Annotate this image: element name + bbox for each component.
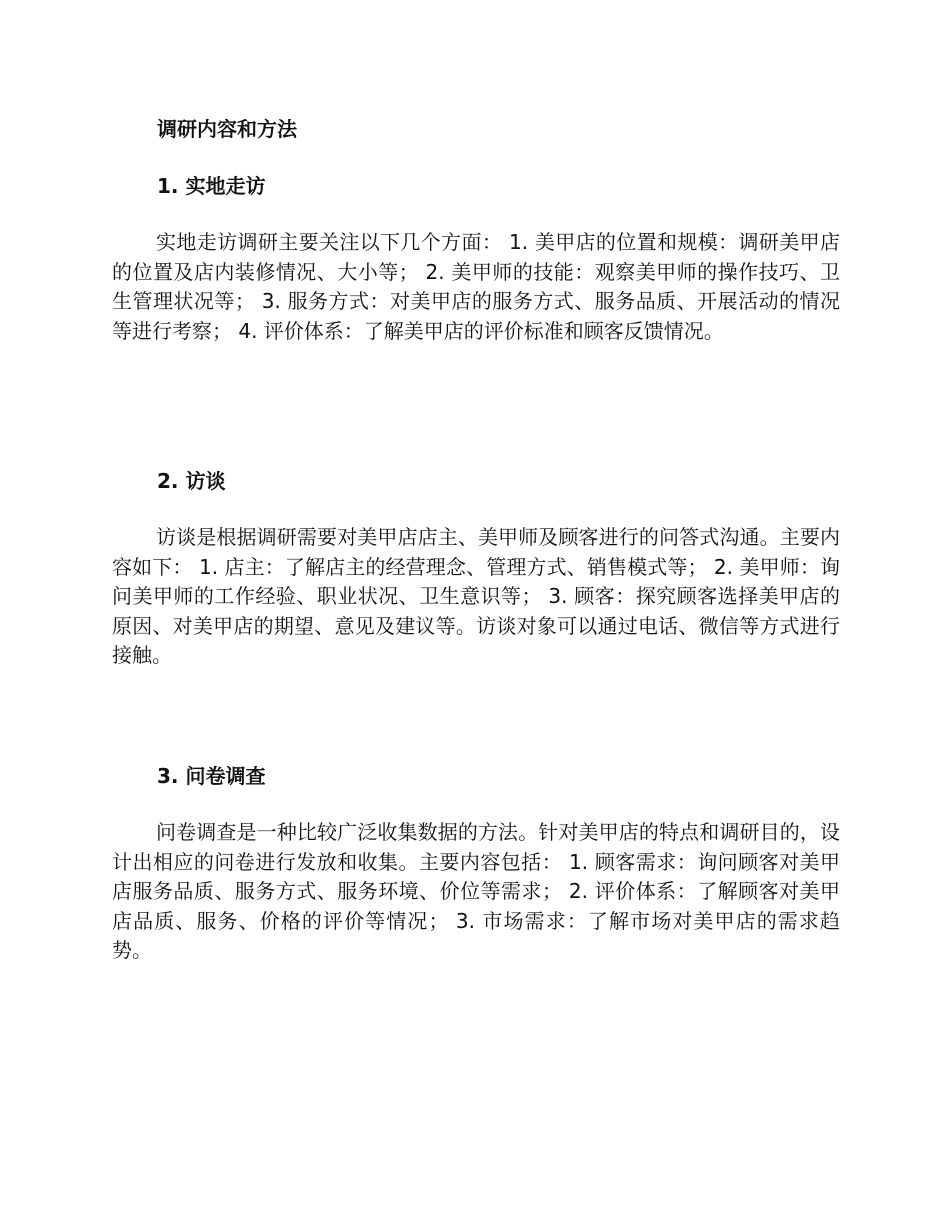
document-title: 调研内容和方法	[157, 117, 297, 141]
section-heading-field-visit: 1. 实地走访	[157, 174, 266, 198]
section-paragraph-field-visit: 实地走访调研主要关注以下几个方面： 1. 美甲店的位置和规模：调研美甲店的位置及店内装修情况、大小等； 2. 美甲师的技能：观察美甲师的操作技巧、卫生管理状况等； 3. 服务方式：对美甲店的服务方式、服务品质、开展活动的情况等进行考察； 4. 评价体系：了解美甲店的评价标准和顾客反馈情况。	[112, 230, 840, 343]
section-paragraph-interview: 访谈是根据调研需要对美甲店店主、美甲师及顾客进行的问答式沟通。主要内容如下： 1. 店主：了解店主的经营理念、管理方式、销售模式等； 2. 美甲师：询问美甲师的工作经验、职业状况、卫生意识等； 3. 顾客：探究顾客选择美甲店的原因、对美甲店的期望、意见及建议等。访谈对象可以通过电话、微信等方式进行接触。	[112, 525, 840, 667]
section-paragraph-questionnaire: 问卷调查是一种比较广泛收集数据的方法。针对美甲店的特点和调研目的，设计出相应的问卷进行发放和收集。主要内容包括： 1. 顾客需求：询问顾客对美甲店服务品质、服务方式、服务环境、价位等需求； 2. 评价体系：了解顾客对美甲店品质、服务、价格的评价等情况； 3. 市场需求：了解市场对美甲店的需求趋势。	[112, 820, 840, 962]
section-heading-questionnaire: 3. 问卷调查	[157, 764, 266, 788]
section-heading-interview: 2. 访谈	[157, 469, 226, 493]
